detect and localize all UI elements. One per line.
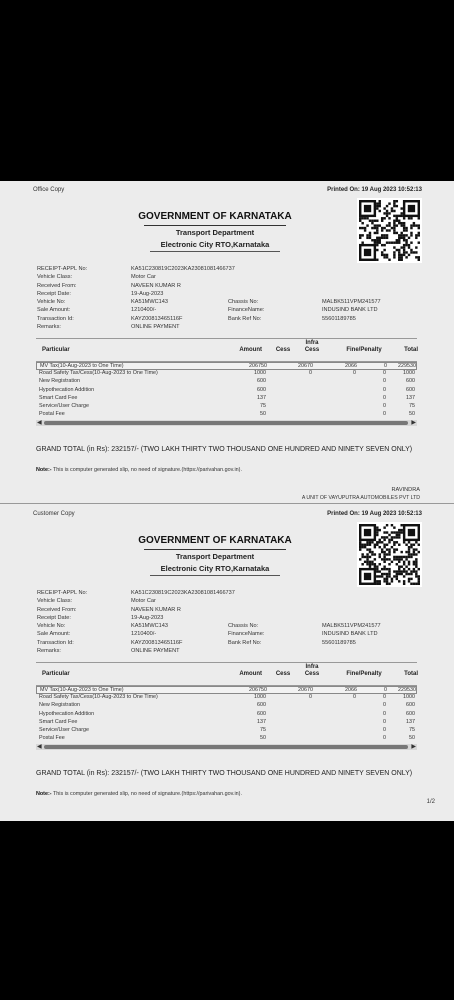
scroll-left-icon[interactable]: ◀ — [37, 744, 42, 751]
info-value: KAYZ00813465116F — [131, 639, 183, 646]
table-cell: 0 — [383, 386, 386, 393]
info-value: MALBK511VPM241577 — [322, 299, 381, 305]
info-label: RECEIPT-APPL No: — [37, 590, 88, 596]
grand-total: GRAND TOTAL (in Rs): 232157/- (TWO LAKH THIRTY TWO THOUSAND ONE HUNDRED AND NINETY SEVEN ONLY) — [36, 770, 413, 777]
table-cell: 137 — [406, 394, 415, 401]
table-cell: 20670 — [298, 363, 313, 369]
table-cell: Hypothecation Addition — [39, 710, 95, 717]
scroll-right-icon[interactable]: ▶ — [411, 420, 416, 427]
info-value: 1210400/- — [131, 307, 157, 314]
title-underline — [144, 225, 286, 226]
table-cell: 50 — [260, 411, 266, 418]
table-cell: 0 — [309, 370, 312, 377]
table-cell: 229530 — [398, 363, 416, 369]
table-cell: 0 — [383, 378, 386, 385]
table-cell: 0 — [309, 694, 312, 701]
table-row — [36, 694, 417, 702]
printed-on: Printed On: 19 Aug 2023 10:52:13 — [327, 511, 422, 517]
table-row — [36, 387, 417, 395]
table-cell: 206750 — [249, 363, 267, 369]
info-label: Receipt Date: — [37, 290, 71, 297]
table-cell: 0 — [383, 726, 386, 733]
government-title: GOVERNMENT OF KARNATAKA — [138, 211, 292, 222]
department-name: Transport Department — [175, 552, 255, 561]
rto-name: Electronic City RTO,Karnataka — [160, 240, 270, 249]
table-cell: Smart Card Fee — [39, 394, 78, 401]
table-cell: Road Safety Tax/Cess(10-Aug-2023 to One Time) — [39, 694, 158, 701]
info-label: FinanceName: — [228, 631, 265, 638]
right-info-labels — [228, 622, 264, 647]
table-scrollbar[interactable] — [36, 744, 417, 750]
info-value: KA51C230819C2023KA23081081466737 — [131, 590, 235, 596]
table-cell: 1000 — [254, 694, 266, 701]
info-label: Vehicle Class: — [37, 274, 73, 281]
info-value: INDUSIND BANK LTD — [322, 631, 378, 638]
column-header: Infra Cess — [304, 664, 320, 677]
table-cell: Postal Fee — [39, 411, 65, 418]
table-cell: 0 — [353, 694, 356, 701]
column-header: Cess — [275, 671, 291, 677]
right-info-labels — [228, 298, 264, 323]
table-cell: 50 — [260, 735, 266, 742]
table-cell: 0 — [384, 687, 387, 693]
fee-table-body — [36, 362, 417, 419]
table-cell: 600 — [257, 710, 266, 717]
table-cell: 75 — [260, 726, 266, 733]
table-cell: 206750 — [249, 687, 267, 693]
column-header: Particular — [42, 347, 70, 353]
info-label: Received From: — [37, 282, 77, 289]
info-label: Sale Amount: — [37, 631, 71, 638]
table-cell: 2066 — [345, 363, 357, 369]
table-cell: 600 — [406, 386, 415, 393]
fee-table-body — [36, 686, 417, 743]
table-row — [36, 362, 417, 370]
info-label: Bank Ref No: — [228, 639, 262, 646]
info-value: Motor Car — [131, 598, 156, 605]
grand-total: GRAND TOTAL (in Rs): 232157/- (TWO LAKH THIRTY TWO THOUSAND ONE HUNDRED AND NINETY SEVEN ONLY) — [36, 446, 413, 453]
table-cell: 0 — [383, 735, 386, 742]
info-value: NAVEEN KUMAR R — [131, 606, 181, 613]
info-label: FinanceName: — [228, 307, 265, 314]
government-title: GOVERNMENT OF KARNATAKA — [138, 535, 292, 546]
info-label: Vehicle Class: — [37, 598, 73, 605]
info-value: KA51MWC143 — [131, 623, 168, 630]
table-cell: MV Tax(10-Aug-2023 to One Time) — [40, 687, 124, 693]
table-cell: 1000 — [403, 694, 415, 701]
column-header: Amount — [239, 347, 262, 353]
left-info-labels — [37, 589, 87, 655]
info-label: Transaction Id: — [37, 315, 74, 322]
computer-generated-note — [36, 467, 242, 473]
info-value: Motor Car — [131, 274, 156, 281]
left-info-values — [131, 589, 235, 655]
column-header: Total — [404, 671, 418, 677]
table-cell: 229530 — [398, 687, 416, 693]
info-label: Sale Amount: — [37, 307, 71, 314]
department-name: Transport Department — [175, 228, 255, 237]
table-cell: 50 — [409, 411, 415, 418]
table-cell: Service/User Charge — [39, 726, 90, 733]
table-row — [36, 686, 417, 694]
right-info-values — [322, 298, 381, 323]
table-cell: 0 — [383, 394, 386, 401]
table-cell: Hypothecation Addition — [39, 386, 95, 393]
table-cell: Road Safety Tax/Cess(10-Aug-2023 to One Time) — [39, 370, 158, 377]
signature-name: RAVINDRA — [391, 487, 420, 493]
scroll-right-icon[interactable]: ▶ — [411, 744, 416, 751]
table-cell: Service/User Charge — [39, 402, 90, 409]
table-row — [36, 403, 417, 411]
info-label: Chassis No: — [228, 299, 259, 305]
table-cell: 137 — [257, 394, 266, 401]
left-info-labels — [37, 265, 87, 331]
column-header: Cess — [275, 347, 291, 353]
info-label: RECEIPT-APPL No: — [37, 266, 88, 272]
table-cell: 0 — [353, 370, 356, 377]
dealer-name: A UNIT OF VAYUPUTRA AUTOMOBILES PVT LTD — [301, 495, 420, 501]
table-row — [36, 735, 417, 743]
scrollbar-thumb[interactable] — [44, 745, 408, 749]
left-info-values — [131, 265, 235, 331]
table-cell: 1000 — [254, 370, 266, 377]
table-cell: 1000 — [403, 370, 415, 377]
info-value: MALBK511VPM241577 — [322, 623, 381, 629]
table-row — [36, 702, 417, 710]
table-cell: 0 — [383, 702, 386, 709]
copy-label: Office Copy — [33, 187, 65, 193]
note-text: This is computer generated slip, no need of signature.(https://parivahan.gov.in). — [51, 791, 242, 797]
info-label: Receipt Date: — [37, 614, 71, 621]
page-number: 1/2 — [426, 799, 435, 805]
table-cell: 75 — [409, 402, 415, 409]
table-cell: New Registration — [39, 378, 81, 385]
printed-on: Printed On: 19 Aug 2023 10:52:13 — [327, 187, 422, 193]
computer-generated-note — [36, 791, 242, 797]
column-header: Total — [404, 347, 418, 353]
table-scrollbar[interactable] — [36, 420, 417, 426]
table-cell: 0 — [383, 718, 386, 725]
copy-label: Customer Copy — [33, 511, 75, 517]
info-label: Vehicle No: — [37, 623, 66, 630]
copy-separator — [0, 503, 454, 504]
info-label: Vehicle No: — [37, 299, 66, 306]
right-info-values — [322, 622, 381, 647]
table-row — [36, 719, 417, 727]
table-cell: 0 — [383, 411, 386, 418]
scroll-left-icon[interactable]: ◀ — [37, 420, 42, 427]
fee-table-header — [36, 662, 417, 686]
column-header: Infra Cess — [304, 340, 320, 353]
table-cell: New Registration — [39, 702, 81, 709]
scrollbar-thumb[interactable] — [44, 421, 408, 425]
table-cell: 600 — [257, 702, 266, 709]
info-value: INDUSIND BANK LTD — [322, 307, 378, 314]
column-header: Fine/Penalty — [346, 347, 382, 353]
table-cell: 137 — [406, 718, 415, 725]
table-cell: 0 — [383, 694, 386, 701]
table-cell: 0 — [383, 710, 386, 717]
rto-name: Electronic City RTO,Karnataka — [160, 564, 270, 573]
info-label: Transaction Id: — [37, 639, 74, 646]
fee-table-header — [36, 338, 417, 362]
fee-table — [36, 338, 417, 426]
note-label: Note:- — [36, 467, 52, 473]
table-cell: Postal Fee — [39, 735, 65, 742]
table-cell: 600 — [406, 710, 415, 717]
info-label: Remarks: — [37, 324, 61, 331]
column-header: Amount — [239, 671, 262, 677]
table-cell: 137 — [257, 718, 266, 725]
info-label: Chassis No: — [228, 623, 259, 629]
table-cell: Smart Card Fee — [39, 718, 78, 725]
column-header: Particular — [42, 671, 70, 677]
table-cell: 0 — [383, 370, 386, 377]
info-value: ONLINE PAYMENT — [131, 324, 180, 331]
table-cell: 600 — [406, 702, 415, 709]
note-label: Note:- — [36, 791, 52, 797]
table-cell: 75 — [260, 402, 266, 409]
info-value: KA51C230819C2023KA23081081466737 — [131, 266, 235, 272]
info-value: NAVEEN KUMAR R — [131, 282, 181, 289]
table-cell: 50 — [409, 735, 415, 742]
table-row — [36, 411, 417, 419]
table-cell: 20670 — [298, 687, 313, 693]
table-cell: 600 — [406, 378, 415, 385]
fee-table — [36, 662, 417, 750]
column-header: Fine/Penalty — [346, 671, 382, 677]
info-value: 19-Aug-2023 — [131, 290, 164, 297]
table-cell: 75 — [409, 726, 415, 733]
rto-underline — [150, 575, 280, 576]
table-cell: 0 — [383, 402, 386, 409]
table-row — [36, 395, 417, 403]
info-value: KA51MWC143 — [131, 299, 168, 306]
info-value: 19-Aug-2023 — [131, 614, 164, 621]
info-value: ONLINE PAYMENT — [131, 648, 180, 655]
table-row — [36, 727, 417, 735]
info-value: 55601189785 — [322, 639, 356, 646]
note-text: This is computer generated slip, no need of signature.(https://parivahan.gov.in). — [51, 467, 242, 473]
info-value: 55601189785 — [322, 315, 356, 322]
table-row — [36, 370, 417, 378]
info-label: Bank Ref No: — [228, 315, 262, 322]
table-cell: 2066 — [345, 687, 357, 693]
table-row — [36, 711, 417, 719]
info-value: 1210400/- — [131, 631, 157, 638]
receipt-page — [0, 181, 454, 821]
info-value: KAYZ00813465116F — [131, 315, 183, 322]
table-cell: 600 — [257, 378, 266, 385]
table-row — [36, 378, 417, 386]
title-underline — [144, 549, 286, 550]
rto-underline — [150, 251, 280, 252]
table-cell: MV Tax(10-Aug-2023 to One Time) — [40, 363, 124, 369]
table-cell: 600 — [257, 386, 266, 393]
table-cell: 0 — [384, 363, 387, 369]
info-label: Remarks: — [37, 648, 61, 655]
info-label: Received From: — [37, 606, 77, 613]
